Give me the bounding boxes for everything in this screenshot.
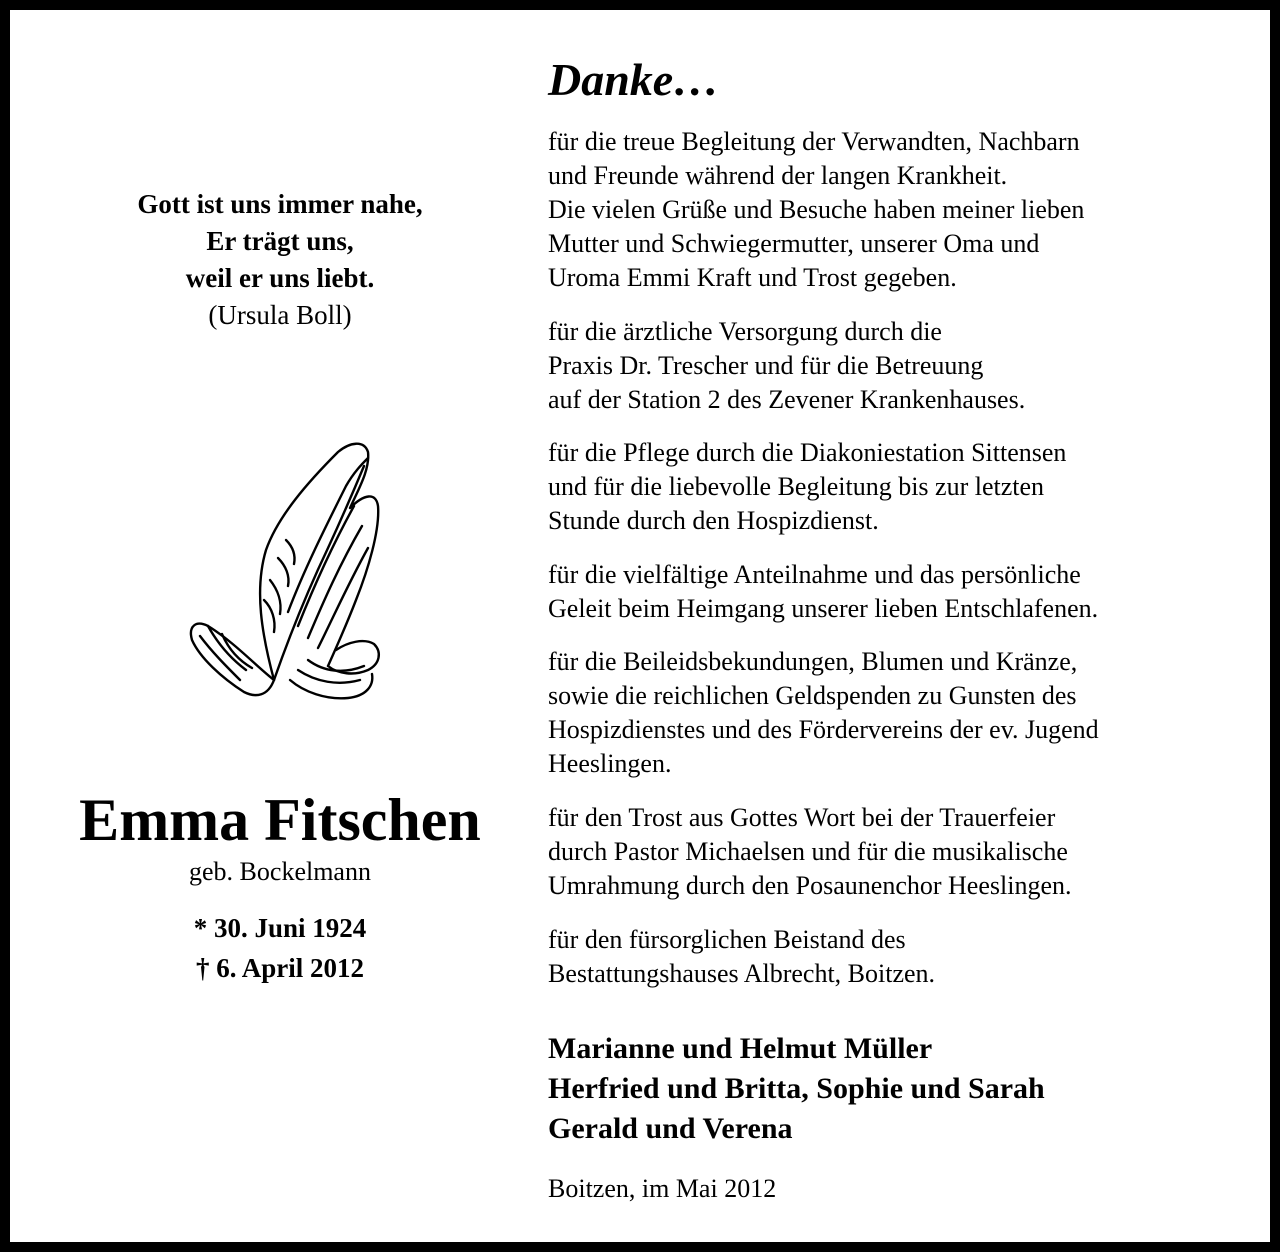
thanks-paragraph bbox=[548, 436, 1238, 538]
paragraph-line: für den fürsorglichen Beistand des bbox=[548, 925, 906, 954]
signature-line: Marianne und Helmut Müller bbox=[548, 1032, 933, 1065]
paragraph-line: Die vielen Grüße und Besuche haben meiner lieben bbox=[548, 195, 1085, 224]
paragraph-line: Heeslingen. bbox=[548, 749, 672, 778]
signature-line: Herfried und Britta, Sophie und Sarah bbox=[548, 1072, 1045, 1105]
paragraph-line: für die ärztliche Versorgung durch die bbox=[548, 317, 942, 346]
signature-line: Gerald und Verena bbox=[548, 1112, 793, 1145]
paragraph-line: Uroma Emmi Kraft und Trost gegeben. bbox=[548, 263, 957, 292]
paragraph-line: Hospizdienstes und des Fördervereins der ev. Jugend bbox=[548, 715, 1099, 744]
life-dates bbox=[30, 908, 530, 988]
paragraph-line: auf der Station 2 des Zevener Krankenhauses. bbox=[548, 385, 1026, 414]
paragraph-line: für die Pflege durch die Diakoniestation Sittensen bbox=[548, 438, 1067, 467]
paragraph-line: Stunde durch den Hospizdienst. bbox=[548, 506, 879, 535]
paragraph-line: sowie die reichlichen Geldspenden zu Gunsten des bbox=[548, 681, 1077, 710]
paragraph-line: und Freunde während der langen Krankheit. bbox=[548, 161, 1008, 190]
bible-quote bbox=[30, 186, 530, 334]
paragraph-line: für die treue Begleitung der Verwandten, Nachbarn bbox=[548, 127, 1080, 156]
quote-line: weil er uns liebt. bbox=[185, 263, 375, 293]
paragraph-line: Praxis Dr. Trescher und für die Betreuung bbox=[548, 351, 984, 380]
paragraph-line: Geleit beim Heimgang unserer lieben Entschlafenen. bbox=[548, 594, 1099, 623]
paragraph-line: Bestattungshauses Albrecht, Boitzen. bbox=[548, 959, 936, 988]
paragraph-line: Mutter und Schwiegermutter, unserer Oma und bbox=[548, 229, 1040, 258]
quote-line: Gott ist uns immer nahe, bbox=[137, 189, 423, 219]
thanks-paragraph bbox=[548, 923, 1238, 991]
praying-hands-icon bbox=[178, 430, 388, 705]
paragraph-line: durch Pastor Michaelsen und für die musikalische bbox=[548, 837, 1068, 866]
paragraph-line: für die vielfältige Anteilnahme und das persönliche bbox=[548, 560, 1081, 589]
thanks-paragraph bbox=[548, 315, 1238, 417]
paragraph-line: für den Trost aus Gottes Wort bei der Trauerfeier bbox=[548, 803, 1056, 832]
death-date: † 6. April 2012 bbox=[195, 953, 364, 983]
quote-line: Er trägt uns, bbox=[206, 226, 354, 256]
thanks-paragraph bbox=[548, 801, 1238, 903]
thanks-heading: Danke… bbox=[548, 54, 720, 105]
thanks-paragraph bbox=[548, 645, 1238, 781]
thanks-paragraph bbox=[548, 558, 1238, 626]
paragraph-line: für die Beileidsbekundungen, Blumen und Kränze, bbox=[548, 647, 1078, 676]
signatures bbox=[548, 1029, 1045, 1149]
paragraph-line: und für die liebevolle Begleitung bis zur letzten bbox=[548, 472, 1045, 501]
deceased-name: Emma Fitschen bbox=[79, 787, 481, 853]
place-date: Boitzen, im Mai 2012 bbox=[548, 1174, 777, 1203]
quote-author: (Ursula Boll) bbox=[208, 300, 352, 330]
paragraph-line: Umrahmung durch den Posaunenchor Heeslingen. bbox=[548, 871, 1072, 900]
birth-date: * 30. Juni 1924 bbox=[193, 913, 367, 943]
thanks-paragraph bbox=[548, 125, 1238, 295]
maiden-name: geb. Bockelmann bbox=[189, 857, 371, 886]
